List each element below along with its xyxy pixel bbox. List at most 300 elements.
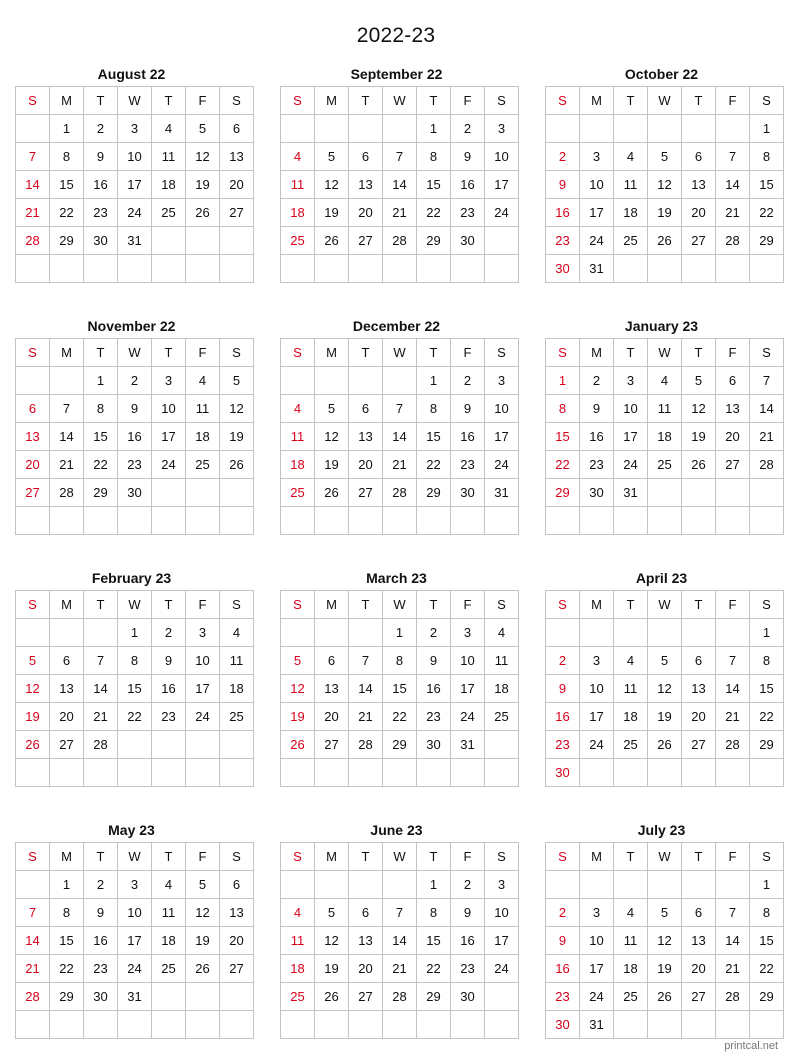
month-calendar bbox=[15, 820, 248, 1039]
day-cell: 19 bbox=[186, 171, 220, 199]
month-grid bbox=[545, 338, 784, 535]
week-row bbox=[16, 675, 254, 703]
week-row bbox=[281, 115, 519, 143]
day-cell: 11 bbox=[614, 675, 648, 703]
empty-cell bbox=[485, 255, 519, 283]
empty-cell bbox=[152, 255, 186, 283]
weekday-header: S bbox=[485, 591, 519, 619]
day-cell: 8 bbox=[84, 395, 118, 423]
day-cell: 15 bbox=[84, 423, 118, 451]
day-cell: 20 bbox=[16, 451, 50, 479]
empty-cell bbox=[315, 871, 349, 899]
day-cell: 21 bbox=[50, 451, 84, 479]
day-cell: 22 bbox=[50, 955, 84, 983]
day-cell: 5 bbox=[186, 871, 220, 899]
day-cell: 28 bbox=[716, 227, 750, 255]
day-cell: 11 bbox=[152, 143, 186, 171]
week-row bbox=[281, 479, 519, 507]
day-cell: 9 bbox=[152, 647, 186, 675]
day-cell: 3 bbox=[186, 619, 220, 647]
week-row bbox=[16, 731, 254, 759]
day-cell: 28 bbox=[50, 479, 84, 507]
empty-cell bbox=[682, 619, 716, 647]
day-cell: 19 bbox=[186, 927, 220, 955]
week-row bbox=[281, 731, 519, 759]
empty-cell bbox=[349, 619, 383, 647]
day-cell: 28 bbox=[16, 227, 50, 255]
day-cell: 14 bbox=[383, 927, 417, 955]
day-cell: 26 bbox=[220, 451, 254, 479]
empty-cell bbox=[383, 759, 417, 787]
weekday-header-row bbox=[281, 87, 519, 115]
day-cell: 3 bbox=[451, 619, 485, 647]
week-row bbox=[546, 199, 784, 227]
day-cell: 6 bbox=[349, 899, 383, 927]
month-calendar bbox=[15, 316, 248, 535]
day-cell: 1 bbox=[383, 619, 417, 647]
weekday-header: S bbox=[16, 591, 50, 619]
month-calendar bbox=[545, 64, 778, 283]
week-row bbox=[281, 395, 519, 423]
day-cell: 21 bbox=[383, 451, 417, 479]
day-cell: 17 bbox=[152, 423, 186, 451]
day-cell: 9 bbox=[417, 647, 451, 675]
day-cell: 4 bbox=[614, 899, 648, 927]
day-cell: 24 bbox=[451, 703, 485, 731]
empty-cell bbox=[16, 759, 50, 787]
empty-cell bbox=[580, 871, 614, 899]
week-row bbox=[546, 647, 784, 675]
day-cell: 16 bbox=[451, 171, 485, 199]
weekday-header: T bbox=[614, 591, 648, 619]
empty-cell bbox=[580, 115, 614, 143]
empty-cell bbox=[485, 731, 519, 759]
day-cell: 10 bbox=[580, 171, 614, 199]
weekday-header: T bbox=[84, 339, 118, 367]
weekday-header: T bbox=[152, 339, 186, 367]
day-cell: 30 bbox=[84, 983, 118, 1011]
empty-cell bbox=[485, 983, 519, 1011]
month-grid bbox=[280, 338, 519, 535]
day-cell: 27 bbox=[682, 227, 716, 255]
weekday-header: T bbox=[84, 843, 118, 871]
day-cell: 27 bbox=[50, 731, 84, 759]
week-row bbox=[546, 115, 784, 143]
day-cell: 8 bbox=[750, 143, 784, 171]
empty-cell bbox=[84, 619, 118, 647]
weekday-header: F bbox=[716, 843, 750, 871]
week-row bbox=[16, 367, 254, 395]
empty-cell bbox=[220, 507, 254, 535]
day-cell: 19 bbox=[220, 423, 254, 451]
week-row bbox=[16, 871, 254, 899]
day-cell: 27 bbox=[16, 479, 50, 507]
week-row bbox=[281, 619, 519, 647]
empty-cell bbox=[152, 227, 186, 255]
day-cell: 18 bbox=[281, 451, 315, 479]
empty-cell bbox=[281, 759, 315, 787]
empty-cell bbox=[682, 759, 716, 787]
empty-cell bbox=[417, 255, 451, 283]
day-cell: 7 bbox=[84, 647, 118, 675]
week-row bbox=[546, 451, 784, 479]
day-cell: 5 bbox=[315, 143, 349, 171]
weekday-header-row bbox=[16, 87, 254, 115]
day-cell: 3 bbox=[580, 899, 614, 927]
empty-cell bbox=[716, 871, 750, 899]
week-row bbox=[546, 479, 784, 507]
day-cell: 10 bbox=[614, 395, 648, 423]
weekday-header: M bbox=[315, 339, 349, 367]
day-cell: 12 bbox=[648, 171, 682, 199]
empty-cell bbox=[220, 255, 254, 283]
month-name: September 22 bbox=[350, 66, 443, 82]
empty-cell bbox=[716, 479, 750, 507]
day-cell: 15 bbox=[118, 675, 152, 703]
day-cell: 25 bbox=[152, 955, 186, 983]
day-cell: 13 bbox=[716, 395, 750, 423]
day-cell: 13 bbox=[16, 423, 50, 451]
day-cell: 18 bbox=[220, 675, 254, 703]
day-cell: 24 bbox=[152, 451, 186, 479]
empty-cell bbox=[152, 731, 186, 759]
month-grid bbox=[280, 86, 519, 283]
day-cell: 21 bbox=[716, 703, 750, 731]
week-row bbox=[281, 199, 519, 227]
empty-cell bbox=[152, 759, 186, 787]
day-cell: 17 bbox=[580, 199, 614, 227]
weekday-header: S bbox=[281, 843, 315, 871]
day-cell: 16 bbox=[546, 955, 580, 983]
day-cell: 3 bbox=[485, 367, 519, 395]
day-cell: 26 bbox=[315, 227, 349, 255]
day-cell: 23 bbox=[451, 955, 485, 983]
day-cell: 13 bbox=[349, 927, 383, 955]
day-cell: 12 bbox=[315, 423, 349, 451]
day-cell: 6 bbox=[16, 395, 50, 423]
empty-cell bbox=[451, 1011, 485, 1039]
week-row bbox=[546, 899, 784, 927]
day-cell: 26 bbox=[648, 227, 682, 255]
day-cell: 18 bbox=[152, 171, 186, 199]
day-cell: 27 bbox=[682, 731, 716, 759]
day-cell: 1 bbox=[50, 871, 84, 899]
weekday-header: M bbox=[50, 339, 84, 367]
week-row bbox=[16, 451, 254, 479]
day-cell: 20 bbox=[682, 199, 716, 227]
day-cell: 11 bbox=[281, 927, 315, 955]
empty-cell bbox=[383, 115, 417, 143]
empty-cell bbox=[546, 619, 580, 647]
day-cell: 24 bbox=[580, 983, 614, 1011]
day-cell: 23 bbox=[580, 451, 614, 479]
week-row bbox=[546, 927, 784, 955]
day-cell: 5 bbox=[315, 899, 349, 927]
day-cell: 6 bbox=[682, 143, 716, 171]
week-row bbox=[546, 703, 784, 731]
month-name: October 22 bbox=[624, 66, 699, 82]
day-cell: 12 bbox=[186, 899, 220, 927]
day-cell: 18 bbox=[614, 955, 648, 983]
day-cell: 28 bbox=[383, 227, 417, 255]
month-name: March 23 bbox=[366, 570, 427, 586]
day-cell: 16 bbox=[546, 199, 580, 227]
day-cell: 8 bbox=[417, 395, 451, 423]
empty-cell bbox=[546, 871, 580, 899]
day-cell: 13 bbox=[682, 675, 716, 703]
week-row bbox=[281, 451, 519, 479]
day-cell: 5 bbox=[682, 367, 716, 395]
day-cell: 6 bbox=[220, 871, 254, 899]
empty-cell bbox=[281, 255, 315, 283]
weekday-header: M bbox=[50, 591, 84, 619]
day-cell: 6 bbox=[220, 115, 254, 143]
day-cell: 7 bbox=[16, 899, 50, 927]
day-cell: 13 bbox=[349, 171, 383, 199]
weekday-header-row bbox=[546, 843, 784, 871]
weekday-header: T bbox=[417, 591, 451, 619]
empty-cell bbox=[118, 759, 152, 787]
empty-cell bbox=[485, 507, 519, 535]
day-cell: 11 bbox=[220, 647, 254, 675]
day-cell: 7 bbox=[383, 395, 417, 423]
day-cell: 28 bbox=[383, 983, 417, 1011]
week-row bbox=[281, 647, 519, 675]
day-cell: 10 bbox=[580, 927, 614, 955]
month-name: January 23 bbox=[624, 318, 699, 334]
empty-cell bbox=[186, 479, 220, 507]
weekday-header: W bbox=[383, 591, 417, 619]
day-cell: 28 bbox=[716, 983, 750, 1011]
empty-cell bbox=[152, 983, 186, 1011]
empty-cell bbox=[716, 507, 750, 535]
day-cell: 8 bbox=[417, 899, 451, 927]
day-cell: 27 bbox=[349, 479, 383, 507]
day-cell: 20 bbox=[50, 703, 84, 731]
day-cell: 22 bbox=[417, 199, 451, 227]
empty-cell bbox=[614, 871, 648, 899]
week-row bbox=[546, 1011, 784, 1039]
day-cell: 8 bbox=[50, 143, 84, 171]
day-cell: 1 bbox=[417, 115, 451, 143]
empty-cell bbox=[50, 619, 84, 647]
week-row bbox=[546, 395, 784, 423]
day-cell: 13 bbox=[349, 423, 383, 451]
empty-cell bbox=[315, 255, 349, 283]
day-cell: 16 bbox=[152, 675, 186, 703]
empty-cell bbox=[186, 227, 220, 255]
empty-cell bbox=[50, 759, 84, 787]
empty-cell bbox=[16, 367, 50, 395]
weekday-header: S bbox=[220, 87, 254, 115]
week-row bbox=[281, 983, 519, 1011]
month-calendar bbox=[280, 568, 513, 787]
day-cell: 24 bbox=[485, 199, 519, 227]
empty-cell bbox=[186, 1011, 220, 1039]
week-row bbox=[16, 759, 254, 787]
weekday-header-row bbox=[546, 591, 784, 619]
day-cell: 26 bbox=[315, 983, 349, 1011]
day-cell: 4 bbox=[220, 619, 254, 647]
day-cell: 22 bbox=[750, 199, 784, 227]
empty-cell bbox=[682, 255, 716, 283]
empty-cell bbox=[84, 255, 118, 283]
day-cell: 1 bbox=[417, 871, 451, 899]
month-calendar bbox=[15, 64, 248, 283]
day-cell: 9 bbox=[451, 899, 485, 927]
day-cell: 6 bbox=[349, 395, 383, 423]
day-cell: 2 bbox=[118, 367, 152, 395]
weekday-header: F bbox=[451, 339, 485, 367]
week-row bbox=[281, 143, 519, 171]
day-cell: 22 bbox=[118, 703, 152, 731]
week-row bbox=[546, 255, 784, 283]
week-row bbox=[16, 255, 254, 283]
day-cell: 22 bbox=[417, 451, 451, 479]
day-cell: 18 bbox=[648, 423, 682, 451]
day-cell: 4 bbox=[614, 647, 648, 675]
weekday-header: T bbox=[614, 87, 648, 115]
day-cell: 30 bbox=[546, 255, 580, 283]
weekday-header: S bbox=[546, 339, 580, 367]
day-cell: 13 bbox=[315, 675, 349, 703]
day-cell: 3 bbox=[485, 115, 519, 143]
day-cell: 1 bbox=[118, 619, 152, 647]
day-cell: 25 bbox=[485, 703, 519, 731]
week-row bbox=[16, 227, 254, 255]
day-cell: 5 bbox=[315, 395, 349, 423]
day-cell: 11 bbox=[281, 171, 315, 199]
day-cell: 15 bbox=[417, 423, 451, 451]
weekday-header-row bbox=[16, 339, 254, 367]
empty-cell bbox=[16, 115, 50, 143]
empty-cell bbox=[220, 983, 254, 1011]
empty-cell bbox=[220, 479, 254, 507]
month-calendar bbox=[15, 568, 248, 787]
week-row bbox=[16, 647, 254, 675]
empty-cell bbox=[580, 759, 614, 787]
day-cell: 1 bbox=[546, 367, 580, 395]
day-cell: 21 bbox=[383, 955, 417, 983]
weekday-header: M bbox=[50, 843, 84, 871]
day-cell: 7 bbox=[16, 143, 50, 171]
weekday-header-row bbox=[16, 843, 254, 871]
day-cell: 4 bbox=[186, 367, 220, 395]
week-row bbox=[16, 507, 254, 535]
empty-cell bbox=[186, 731, 220, 759]
day-cell: 8 bbox=[750, 899, 784, 927]
empty-cell bbox=[50, 367, 84, 395]
day-cell: 7 bbox=[383, 143, 417, 171]
empty-cell bbox=[750, 479, 784, 507]
empty-cell bbox=[281, 619, 315, 647]
day-cell: 29 bbox=[417, 227, 451, 255]
week-row bbox=[546, 507, 784, 535]
day-cell: 25 bbox=[614, 227, 648, 255]
week-row bbox=[281, 423, 519, 451]
month-grid bbox=[15, 338, 254, 535]
day-cell: 14 bbox=[349, 675, 383, 703]
empty-cell bbox=[383, 367, 417, 395]
day-cell: 25 bbox=[186, 451, 220, 479]
day-cell: 15 bbox=[750, 171, 784, 199]
day-cell: 1 bbox=[50, 115, 84, 143]
day-cell: 26 bbox=[648, 983, 682, 1011]
day-cell: 18 bbox=[614, 703, 648, 731]
week-row bbox=[16, 171, 254, 199]
day-cell: 15 bbox=[383, 675, 417, 703]
day-cell: 31 bbox=[118, 227, 152, 255]
day-cell: 25 bbox=[281, 227, 315, 255]
week-row bbox=[281, 703, 519, 731]
day-cell: 28 bbox=[84, 731, 118, 759]
day-cell: 20 bbox=[349, 199, 383, 227]
week-row bbox=[16, 395, 254, 423]
weekday-header: T bbox=[152, 843, 186, 871]
day-cell: 27 bbox=[349, 983, 383, 1011]
weekday-header-row bbox=[16, 591, 254, 619]
day-cell: 26 bbox=[281, 731, 315, 759]
day-cell: 11 bbox=[152, 899, 186, 927]
weekday-header: S bbox=[546, 87, 580, 115]
empty-cell bbox=[315, 507, 349, 535]
empty-cell bbox=[315, 619, 349, 647]
empty-cell bbox=[118, 731, 152, 759]
weekday-header: S bbox=[546, 843, 580, 871]
day-cell: 18 bbox=[186, 423, 220, 451]
day-cell: 10 bbox=[485, 395, 519, 423]
day-cell: 4 bbox=[281, 395, 315, 423]
empty-cell bbox=[682, 871, 716, 899]
day-cell: 2 bbox=[84, 115, 118, 143]
empty-cell bbox=[451, 759, 485, 787]
day-cell: 9 bbox=[580, 395, 614, 423]
day-cell: 10 bbox=[186, 647, 220, 675]
day-cell: 26 bbox=[648, 731, 682, 759]
month-name: April 23 bbox=[635, 570, 688, 586]
week-row bbox=[16, 199, 254, 227]
empty-cell bbox=[716, 115, 750, 143]
weekday-header: M bbox=[50, 87, 84, 115]
empty-cell bbox=[417, 507, 451, 535]
week-row bbox=[16, 899, 254, 927]
empty-cell bbox=[16, 507, 50, 535]
day-cell: 28 bbox=[349, 731, 383, 759]
weekday-header: F bbox=[716, 87, 750, 115]
month-name: August 22 bbox=[97, 66, 166, 82]
day-cell: 8 bbox=[750, 647, 784, 675]
day-cell: 21 bbox=[16, 199, 50, 227]
weekday-header: S bbox=[485, 87, 519, 115]
day-cell: 2 bbox=[417, 619, 451, 647]
empty-cell bbox=[614, 507, 648, 535]
day-cell: 21 bbox=[716, 199, 750, 227]
day-cell: 23 bbox=[417, 703, 451, 731]
empty-cell bbox=[580, 507, 614, 535]
day-cell: 16 bbox=[451, 927, 485, 955]
day-cell: 3 bbox=[614, 367, 648, 395]
empty-cell bbox=[50, 255, 84, 283]
day-cell: 30 bbox=[118, 479, 152, 507]
day-cell: 15 bbox=[750, 927, 784, 955]
empty-cell bbox=[220, 1011, 254, 1039]
empty-cell bbox=[648, 1011, 682, 1039]
week-row bbox=[281, 1011, 519, 1039]
empty-cell bbox=[315, 367, 349, 395]
day-cell: 8 bbox=[50, 899, 84, 927]
empty-cell bbox=[16, 871, 50, 899]
day-cell: 23 bbox=[546, 983, 580, 1011]
